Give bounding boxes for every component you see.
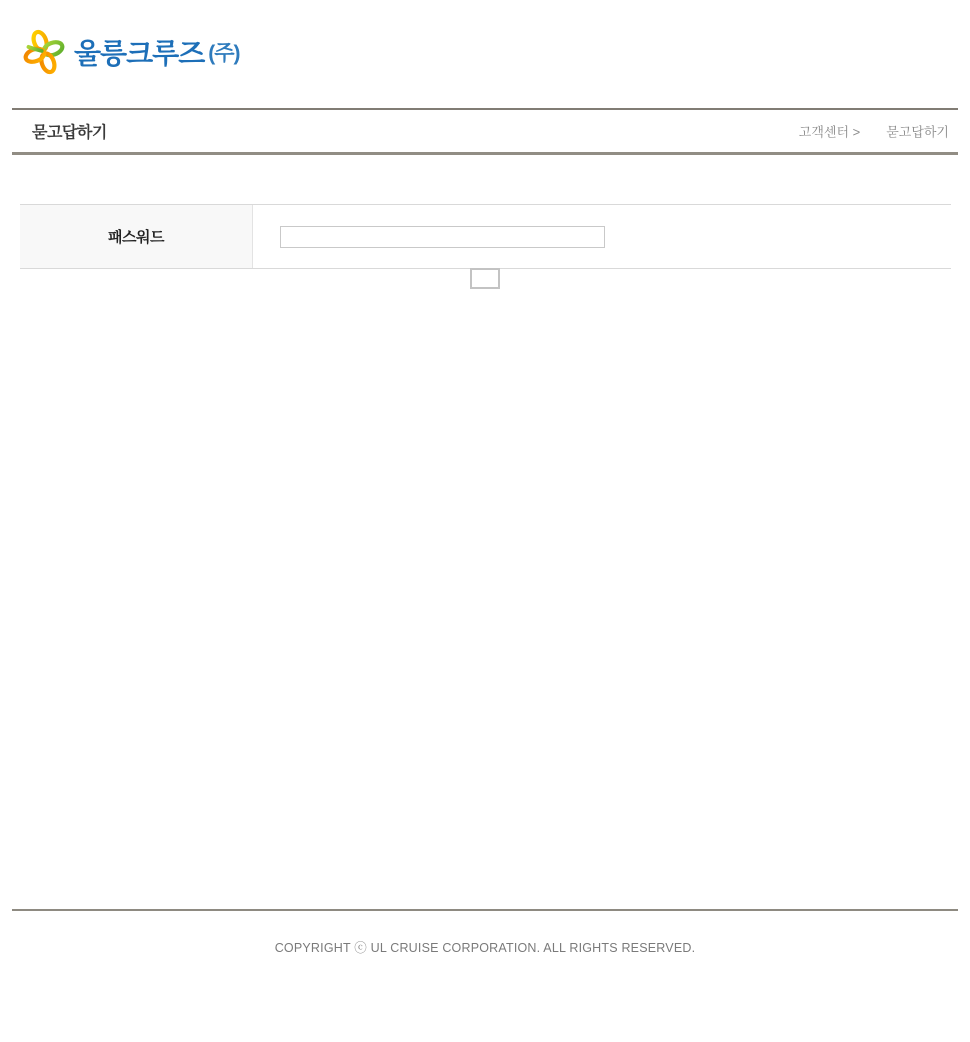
breadcrumb-current[interactable]: 묻고답하기 — [886, 124, 949, 140]
breadcrumb-parent[interactable]: 고객센터 > — [798, 124, 861, 140]
breadcrumb — [799, 122, 949, 141]
password-label-cell — [20, 205, 253, 268]
footer-copyright: COPYRIGHT ⓒ UL CRUISE CORPORATION. ALL RIGHTS RESERVED. — [274, 941, 696, 955]
footer-divider — [12, 909, 958, 911]
logo-company-suffix: (주) — [208, 42, 240, 65]
page-title: 묻고답하기 — [32, 124, 107, 142]
password-input[interactable] — [280, 226, 605, 248]
confirm-button[interactable] — [470, 268, 500, 289]
password-input-cell — [253, 205, 951, 268]
company-logo[interactable] — [22, 28, 240, 76]
password-label: 패스워드 — [108, 229, 164, 246]
pinwheel-logo-icon — [22, 28, 66, 76]
title-bar — [12, 110, 958, 152]
titlebar-divider — [12, 152, 958, 155]
logo-company-name: 울릉크루즈 — [74, 38, 205, 69]
password-table — [20, 204, 951, 269]
